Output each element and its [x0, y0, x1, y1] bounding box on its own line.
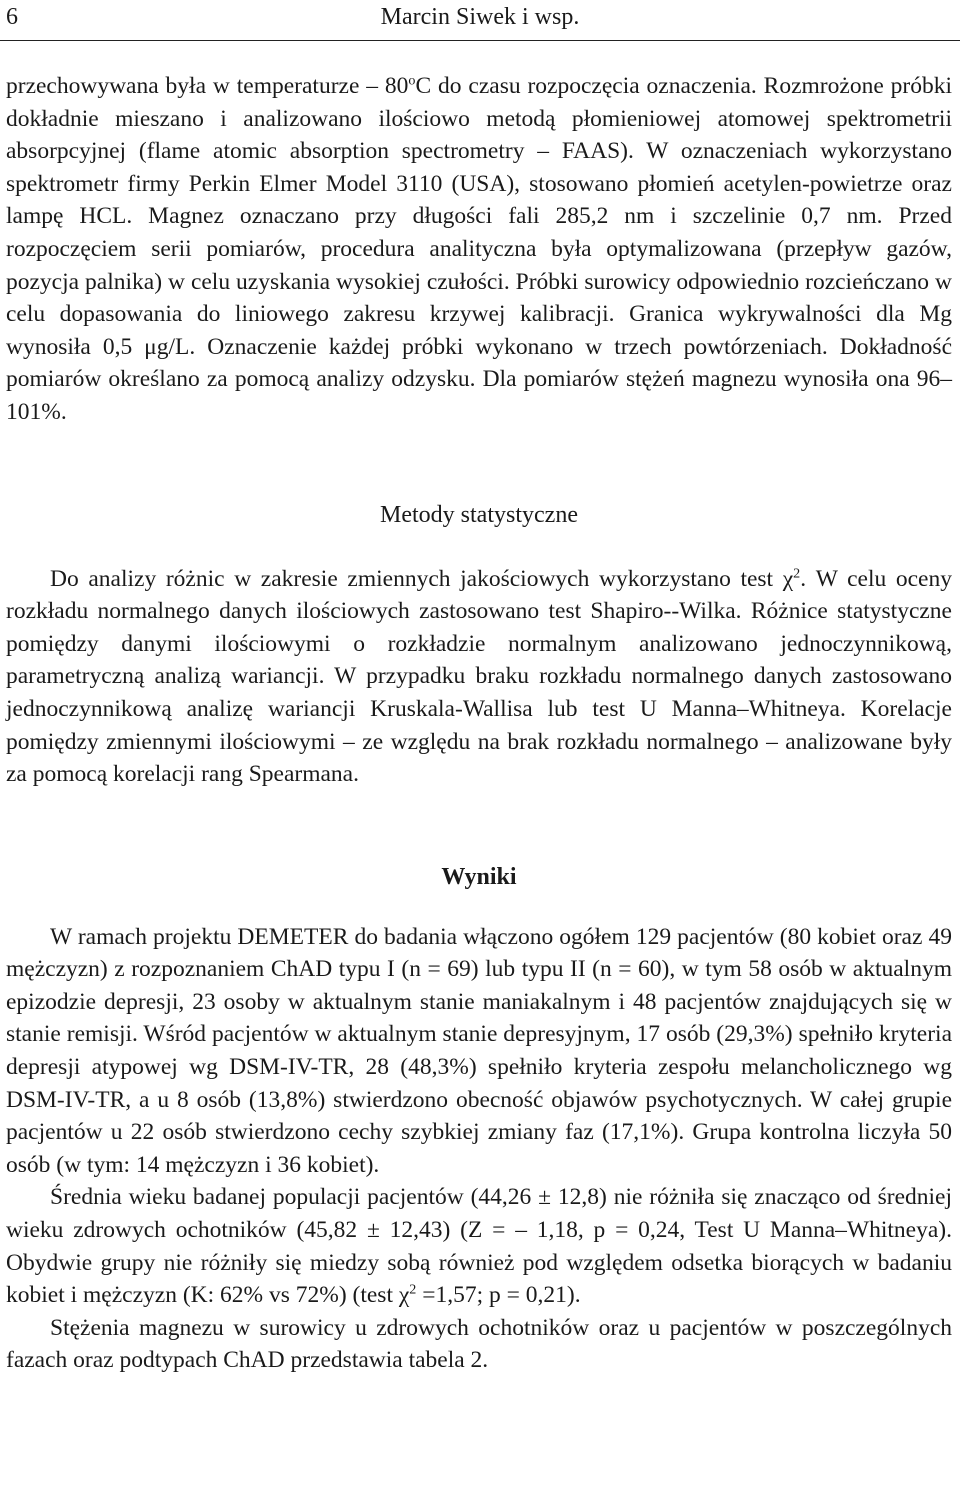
section-heading-results: Wyniki [441, 863, 517, 890]
page-header [0, 0, 960, 41]
paragraph-results-age: Średnia wieku badanej populacji pacjentów (44,26 ± 12,8) nie różniła się znacząco od średniej wieku zdrowych ochotników (45,82 ± 12,43) (Z = – 1,18, p = 0,24, Test U Manna–Whitneya). Obydwie grupy nie różniły się miedzy sobą również pod względem odsetka biorących w badaniu kobiet i mężczyzn (K: 62% vs 72%) (test $\chi^2 =1,57$; p = 0,21). [6, 1184, 952, 1309]
paragraph-results-cohort: W ramach projektu DEMETER do badania włączono ogółem 129 pacjentów (80 kobiet oraz 49 mężczyzn) z rozpoznaniem ChAD typu I (n = 69) lub typu II (n = 60), w tym 58 osób w aktualnym epizodzie depresji, 23 osoby w aktualnym stanie maniakalnym i 48 pacjentów znajdujących się w stanie remisji. Wśród pacjentów w aktualnym stanie depresyjnym, 17 osób (29,3%) spełniło kryteria depresji atypowej wg DSM-IV-TR, 28 (48,3%) spełniło kryteria zespołu melancholicznego wg DSM-IV-TR, a u 8 osób (13,8%) stwierdzono obecność objawów psychotycznych. W całej grupie pacjentów u 22 osób stwierdzono cechy szybkiej zmiany faz (17,1%). Grupa kontrolna liczyła 50 osób (w tym: 14 mężczyzn i 36 kobiet). [6, 923, 952, 1178]
running-head: Marcin Siwek i wsp. [380, 4, 580, 30]
section-heading-statistics: Metody statystyczne [380, 501, 578, 528]
paragraph-statistics: Do analizy różnic w zakresie zmiennych jakościowych wykorzystano test $\chi^2$. W celu oceny rozkładu normalnego danych ilościowych zastosowano test Shapiro--Wilka. Różnice statystyczne pomiędzy danymi ilościowymi o rozkładzie normalnym analizowano jednoczynnikową, parametryczną analizą wariancji. W przypadku braku rozkładu normalnego danych zastosowano jednoczynnikową analizę wariancji Kruskala-Wallisa lub test U Manna–Whitneya. Korelacje pomiędzy zmiennymi ilościowymi – ze względu na brak rozkładu normalnego – analizowane były za pomocą korelacji rang Spearmana. [6, 565, 952, 788]
paragraph-results-magnesium: Stężenia magnezu w surowicy u zdrowych ochotników oraz u pacjentów w poszczególnych fazach oraz podtypach ChAD przedstawia tabela 2. [6, 1314, 952, 1374]
page-number: 6 [6, 4, 18, 30]
article-body [6, 70, 952, 1377]
paragraph-methods-faas: przechowywana była w temperaturze – 80$^o$C do czasu rozpoczęcia oznaczenia. Rozmrożone próbki dokładnie mieszano i analizowano ilościowo metodą płomieniowej atomowej spektrometrii absorpcyjnej (flame atomic absorption spectrometry – FAAS). W oznaczeniach wykorzystano spektrometr firmy Perkin Elmer Model 3110 (USA), stosowano płomień acetylen-powietrze oraz lampę HCL. Magnez oznaczano przy długości fali 285,2 nm i szczelinie 0,7 nm. Przed rozpoczęciem serii pomiarów, procedura analityczna była optymalizowana (przepływ gazów, pozycja palnika) w celu uzyskania wysokiej czułości. Próbki surowicy odpowiednio rozcieńczano w celu dopasowania do liniowego zakresu krzywej kalibracji. Granica wykrywalności dla Mg wynosiła 0,5 μg/L. Oznaczenie każdej próbki wykonano w trzech powtórzeniach. Dokładność pomiarów określano za pomocą analizy odzysku. Dla pomiarów stężeń magnezu wynosiła ona 96–101%. [6, 72, 952, 425]
